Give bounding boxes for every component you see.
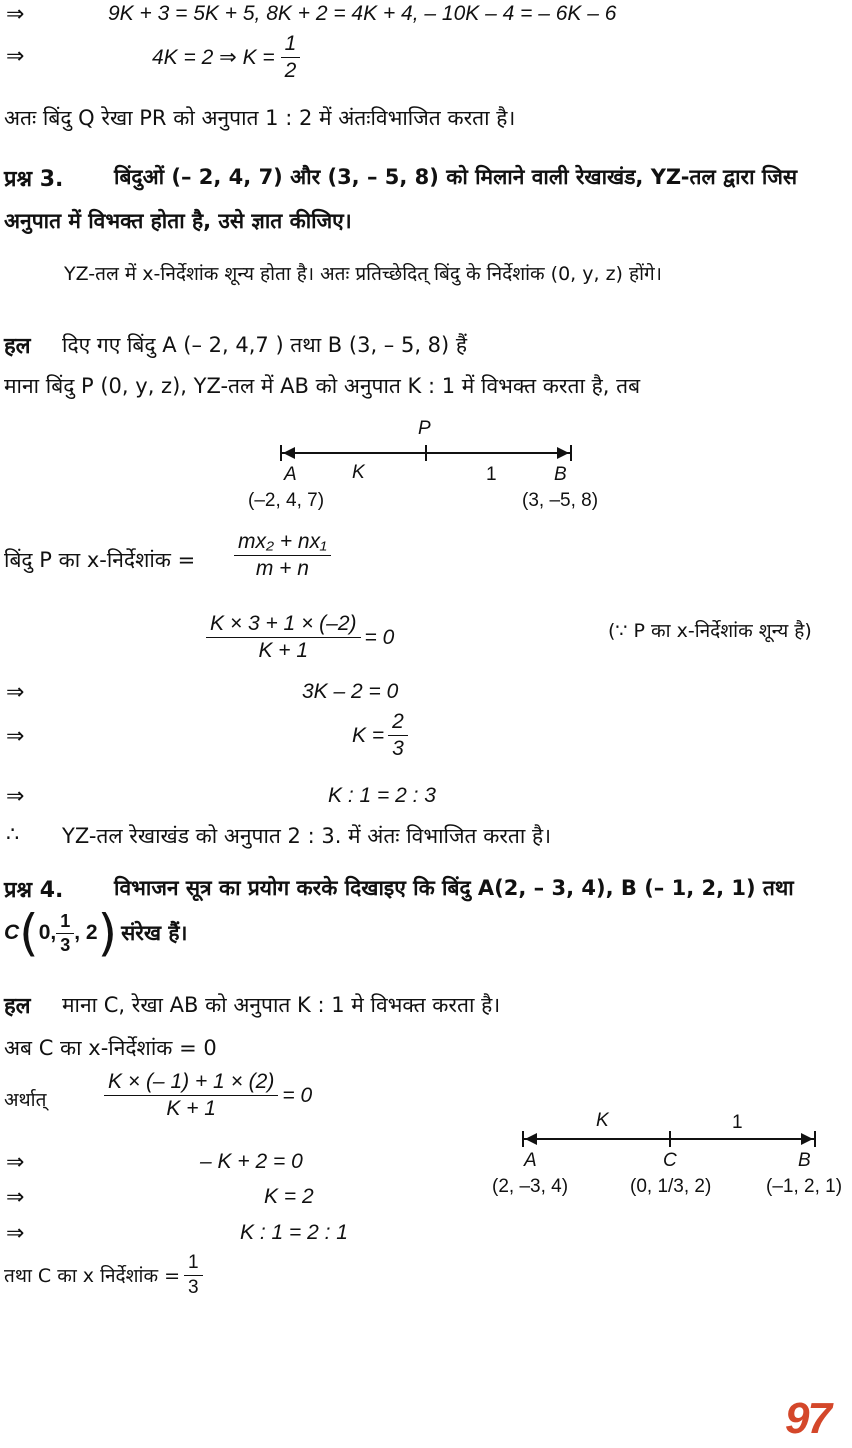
formula-fraction (234, 530, 331, 581)
tick-a (280, 445, 282, 461)
tick-b (570, 445, 572, 461)
equals-zero: = 0 (282, 1083, 313, 1107)
section-formula (234, 530, 331, 581)
segment-line (282, 452, 572, 454)
substituted-numerator: K × 3 + 1 × (–2) (206, 612, 361, 638)
point-b-coordinates: (–1, 2, 1) (766, 1176, 843, 1197)
formula-denominator: m + n (255, 557, 309, 581)
x-coordinate-c-label: तथा C का x निर्देशांक = (4, 1265, 181, 1288)
q4-step-3: K : 1 = 2 : 1 (240, 1221, 348, 1244)
point-a-coordinates: (–2, 4, 7) (248, 490, 325, 511)
point-b-label: B (554, 464, 567, 485)
q4-step-2: K = 2 (264, 1185, 314, 1208)
q4-denominator: K + 1 (166, 1097, 216, 1121)
collinear-text: संरेख हैं। (121, 921, 188, 945)
point-c-first: 0, (38, 921, 57, 944)
fraction-denominator: 3 (60, 934, 71, 955)
arrow-left-icon (525, 1133, 537, 1145)
q4-formula (104, 1070, 312, 1121)
formula-numerator: mx₂ + nx₁ (234, 530, 331, 556)
tick-a (522, 1131, 524, 1147)
open-paren: ( (19, 904, 39, 962)
step-equation-3: K : 1 = 2 : 3 (328, 784, 436, 807)
ratio-k-label: K (352, 462, 365, 483)
close-paren: ) (97, 904, 118, 962)
fraction-one-third (184, 1252, 203, 1299)
point-a-label: A (284, 464, 297, 485)
fraction-denominator: 3 (188, 1276, 199, 1298)
tick-p (425, 445, 427, 461)
point-c-last: , 2 (74, 921, 98, 944)
ratio-one-label: 1 (732, 1112, 743, 1133)
point-b-label: B (798, 1150, 811, 1171)
fraction-numerator: 2 (388, 710, 408, 736)
fraction-half (281, 32, 301, 83)
substituted-denominator: K + 1 (258, 639, 309, 663)
point-c-label: C (663, 1150, 677, 1171)
ratio-k-label: K (596, 1110, 609, 1131)
x-coordinate-label: बिंदु P का x-निर्देशांक = (4, 548, 196, 572)
implies-arrow: ⇒ (6, 2, 25, 27)
point-c-label: C (4, 921, 20, 944)
point-a-label: A (524, 1150, 537, 1171)
point-a-coordinates: (2, –3, 4) (492, 1176, 569, 1197)
point-c-coordinates: (0, 1/3, 2) (630, 1176, 712, 1197)
q4-fraction (104, 1070, 278, 1121)
conclusion-text: अतः बिंदु Q रेखा PR को अनुपात 1 : 2 में अंतःविभाजित करता है। (4, 106, 516, 130)
arthat-label: अर्थात् (4, 1089, 47, 1111)
question-3-conclusion: YZ-तल रेखाखंड को अनुपात 2 : 3. में अंतः विभाजित करता है। (62, 824, 552, 848)
ratio-one-label: 1 (486, 464, 497, 485)
fraction-one-third (56, 911, 74, 955)
equation-k-equals: 4K = 2 ⇒ K = (152, 46, 275, 70)
implies-arrow: ⇒ (6, 1150, 25, 1175)
tick-c (669, 1131, 671, 1147)
equation-line-2 (152, 32, 300, 83)
implies-arrow: ⇒ (6, 1221, 25, 1246)
page-number: 97 (785, 1394, 830, 1443)
equation-line-1: 9K + 3 = 5K + 5, 8K + 2 = 4K + 4, – 10K – 4 = – 6K – 6 (108, 2, 617, 25)
point-p-label: P (418, 418, 431, 439)
q4-step-1: – K + 2 = 0 (200, 1150, 303, 1173)
q4-solution-line-1: माना C, रेखा AB को अनुपात K : 1 मे विभक्त करता है। (62, 993, 501, 1017)
solution-label: हल (4, 994, 31, 1019)
question-4-text-line-2 (4, 904, 188, 962)
therefore-symbol: ∴ (6, 822, 20, 846)
substituted-formula (206, 612, 394, 663)
question-4-text-line-1: विभाजन सूत्र का प्रयोग करके दिखाइए कि बिंदु A(2, – 3, 4), B (– 1, 2, 1) तथा (114, 876, 794, 900)
question-3-hint: YZ-तल में x-निर्देशांक शून्य होता है। अतः प्रतिच्छेदित् बिंदु के निर्देशांक (0, y, z) होंगे। (64, 263, 662, 285)
reason-note: (∵ P का x-निर्देशांक शून्य है) (608, 620, 812, 642)
fraction-numerator: 1 (56, 911, 74, 934)
solution-line-2: माना बिंदु P (0, y, z), YZ-तल में AB को अनुपात K : 1 में विभक्त करता है, तब (4, 374, 641, 398)
question-4-label: प्रश्न 4. (4, 878, 64, 903)
q4-numerator: K × (– 1) + 1 × (2) (104, 1070, 278, 1096)
fraction-denominator: 2 (284, 59, 297, 83)
implies-arrow: ⇒ (6, 784, 25, 809)
fraction-numerator: 1 (184, 1252, 203, 1276)
fraction-denominator: 3 (392, 737, 404, 761)
question-3-label: प्रश्न 3. (4, 167, 64, 192)
solution-label: हल (4, 334, 31, 359)
q4-solution-line-2: अब C का x-निर्देशांक = 0 (4, 1036, 217, 1060)
substituted-fraction (206, 612, 361, 663)
implies-arrow: ⇒ (6, 724, 25, 749)
implies-arrow: ⇒ (6, 44, 25, 69)
step-equation-1: 3K – 2 = 0 (302, 680, 399, 703)
equals-zero: = 0 (364, 625, 395, 649)
implies-arrow: ⇒ (6, 1185, 25, 1210)
step-equation-2 (352, 710, 408, 761)
q4-last-line (4, 1252, 203, 1299)
question-3-text-line-1: बिंदुओं (– 2, 4, 7) और (3, – 5, 8) को मिलाने वाली रेखाखंड, YZ-तल द्वारा जिस (114, 165, 798, 189)
question-3-text-line-2: अनुपात में विभक्त होता है, उसे ज्ञात कीजिए। (4, 209, 352, 233)
k-equals: K = (352, 723, 385, 747)
fraction-numerator: 1 (281, 32, 301, 58)
fraction-two-thirds (388, 710, 408, 761)
arrow-right-icon (801, 1133, 813, 1145)
implies-arrow: ⇒ (6, 680, 25, 705)
arrow-right-icon (557, 447, 569, 459)
solution-line-1: दिए गए बिंदु A (– 2, 4,7 ) तथा B (3, – 5, 8) हैं (62, 333, 468, 357)
arrow-left-icon (283, 447, 295, 459)
tick-b (814, 1131, 816, 1147)
point-b-coordinates: (3, –5, 8) (522, 490, 599, 511)
